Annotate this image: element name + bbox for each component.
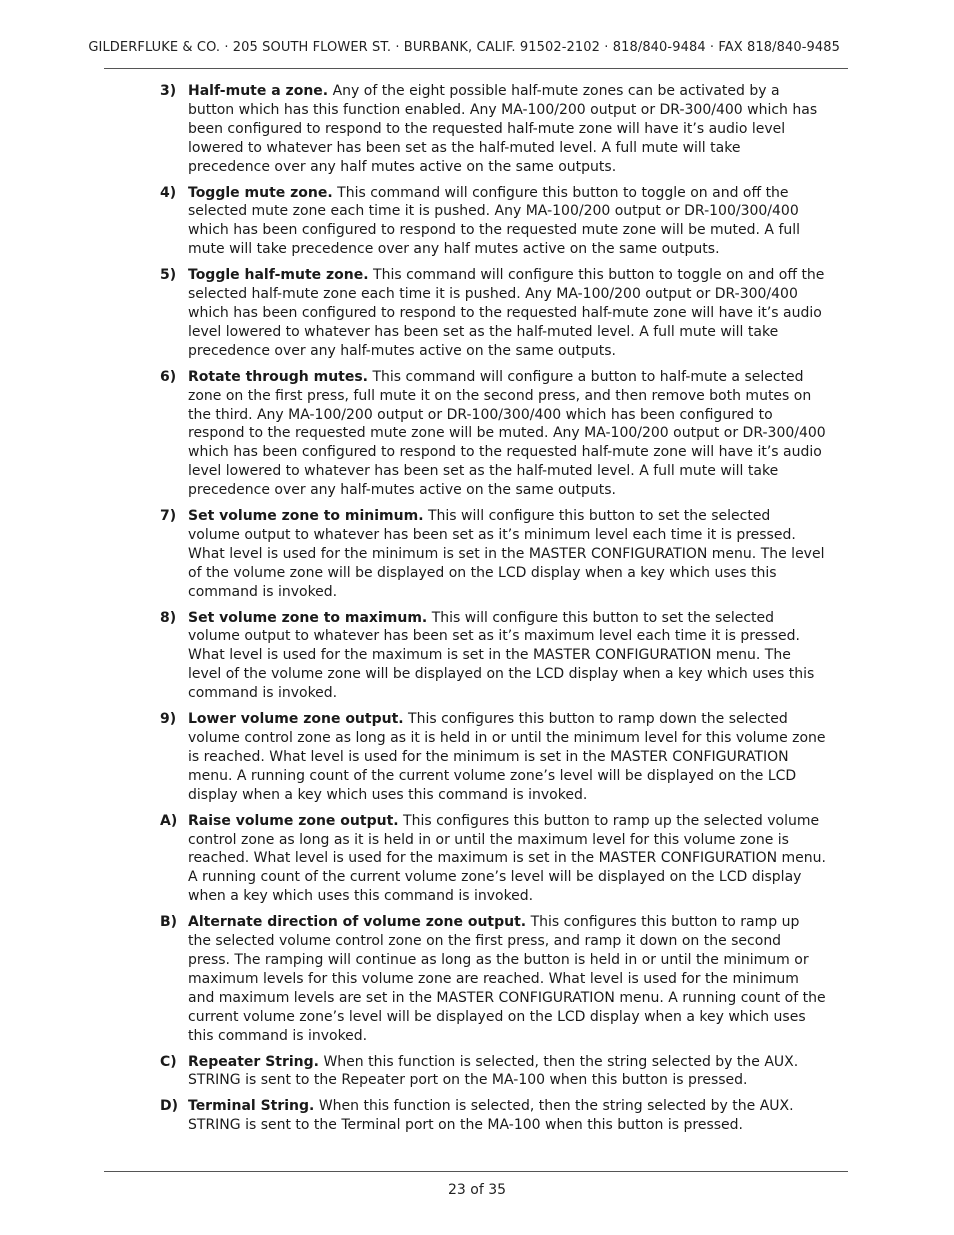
list-item [160,82,826,177]
page-number: 23 of 35 [447,1182,507,1198]
item-number: C) [160,1053,177,1070]
item-title: Terminal String. [188,1098,315,1115]
item-body [188,266,826,361]
item-number: 5) [160,267,177,284]
command-list [160,82,826,1142]
item-title: Set volume zone to minimum. [188,508,424,525]
item-body [188,1097,826,1135]
item-number: 8) [160,609,177,626]
item-number: 9) [160,711,177,728]
item-number: B) [160,914,178,931]
item-body [188,609,826,704]
item-number: A) [160,812,178,829]
header-rule [104,68,848,69]
item-text: This command will configure this button to toggle on and off the selected half-mute zone each time it is pushed. Any MA-100/200 output or DR-300/400 which has been configured to respond to the requested half-mute zone will have it’s audio level lowered to whatever has been set as the half-muted level. A full mute will take precedence over any half-mutes active on the same outputs. [188,267,825,359]
item-text: This configures this button to ramp down the selected volume control zone as long as it is held in or until the minimum level for this volume zone is reached. What level is used for the minimum is set in the MASTER CONFIGURATION menu. A running count of the current volume zone’s level will be displayed on the LCD display when a key which uses this command is invoked. [188,711,826,803]
item-body [188,710,826,805]
item-body [188,913,826,1045]
list-item [160,1053,826,1091]
item-text: This will configure this button to set the selected volume output to whatever has been set as it’s minimum level each time it is pressed. What level is used for the minimum is set in the MASTER CONFIGURATION menu. The level of the volume zone will be displayed on the LCD display when a key which uses this command is invoked. [188,508,825,600]
list-item [160,368,826,500]
item-number: 6) [160,368,177,385]
list-item [160,1097,826,1135]
list-item [160,913,826,1045]
item-title: Repeater String. [188,1053,319,1070]
item-body [188,82,826,177]
page-header: GILDERFLUKE & CO. · 205 SOUTH FLOWER ST. · BURBANK, CALIF. 91502-2102 · 818/840-9484 · FAX 818/840-9485 [88,40,840,55]
item-title: Rotate through mutes. [188,368,369,385]
item-body [188,507,826,602]
list-item [160,710,826,805]
item-title: Lower volume zone output. [188,711,404,728]
item-body [188,184,826,260]
item-text: This command will configure this button to toggle on and off the selected mute zone each time it is pushed. Any MA-100/200 output or DR-100/300/400 which has been configured to respond to the requested mute zone will be muted. A full mute will take precedence over any half mutes active on the same outputs. [188,184,801,258]
item-text: When this function is selected, then the string selected by the AUX. STRING is sent to the Terminal port on the MA-100 when this button is pressed. [188,1098,794,1134]
list-item [160,507,826,602]
list-item [160,812,826,907]
list-item [160,266,826,361]
item-number: 3) [160,83,177,99]
item-body [188,1053,826,1091]
item-body [188,812,826,907]
item-text: When this function is selected, then the string selected by the AUX. STRING is sent to the Repeater port on the MA-100 when this button is pressed. [188,1053,799,1089]
item-title: Toggle half-mute zone. [188,267,369,284]
item-title: Toggle mute zone. [188,184,333,201]
item-text: This configures this button to ramp up the selected volume control zone as long as it is held in or until the maximum level for this volume zone is reached. What level is used for the maximum is set in the MASTER CONFIGURATION menu. A running count of the current volume zone’s level will be displayed on the LCD display when a key which uses this command is invoked. [188,812,826,905]
item-title: Raise volume zone output. [188,812,399,829]
item-body [188,368,826,500]
footer-rule [104,1171,848,1172]
item-text: This will configure this button to set the selected volume output to whatever has been set as it’s maximum level each time it is pressed. What level is used for the maximum is set in the MASTER CONFIGURATION menu. The level of the volume zone will be displayed on the LCD display when a key which uses this command is invoked. [188,609,815,702]
item-number: 4) [160,184,177,201]
item-title: Half-mute a zone. [188,83,329,99]
item-text: This configures this button to ramp up the selected volume control zone on the first press, and ramp it down on the second press. The ramping will continue as long as the button is held in or until the minimum or maximum levels for this volume zone are reached. What level is used for the minimum and maximum levels are set in the MASTER CONFIGURATION menu. A running count of the current volume zone’s level will be displayed on the LCD display when a key which uses this command is invoked. [188,914,826,1044]
item-text: Any of the eight possible half-mute zones can be activated by a button which has this function enabled. Any MA-100/200 output or DR-300/400 which has been configured to respond to the requested half-mute zone will have it’s audio level lowered to whatever has been set as the half-muted level. A full mute will take precedence over any half mutes active on the same outputs. [188,83,818,175]
item-number: D) [160,1098,179,1115]
item-number: 7) [160,508,177,525]
list-item [160,184,826,260]
list-item [160,609,826,704]
item-title: Alternate direction of volume zone output. [188,914,527,931]
item-title: Set volume zone to maximum. [188,609,428,626]
item-text: This command will configure a button to half-mute a selected zone on the first press, full mute it on the second press, and then remove both mutes on the third. Any MA-100/200 output or DR-100/300/400 which has been configured to respond to the requested mute zone will be muted. Any MA-100/200 output or DR-300/400 which has been configured to respond to the requested half-mute zone will have it’s audio level lowered to whatever has been set as the half-muted level. A full mute will take precedence over any half-mutes active on the same outputs. [188,368,826,499]
